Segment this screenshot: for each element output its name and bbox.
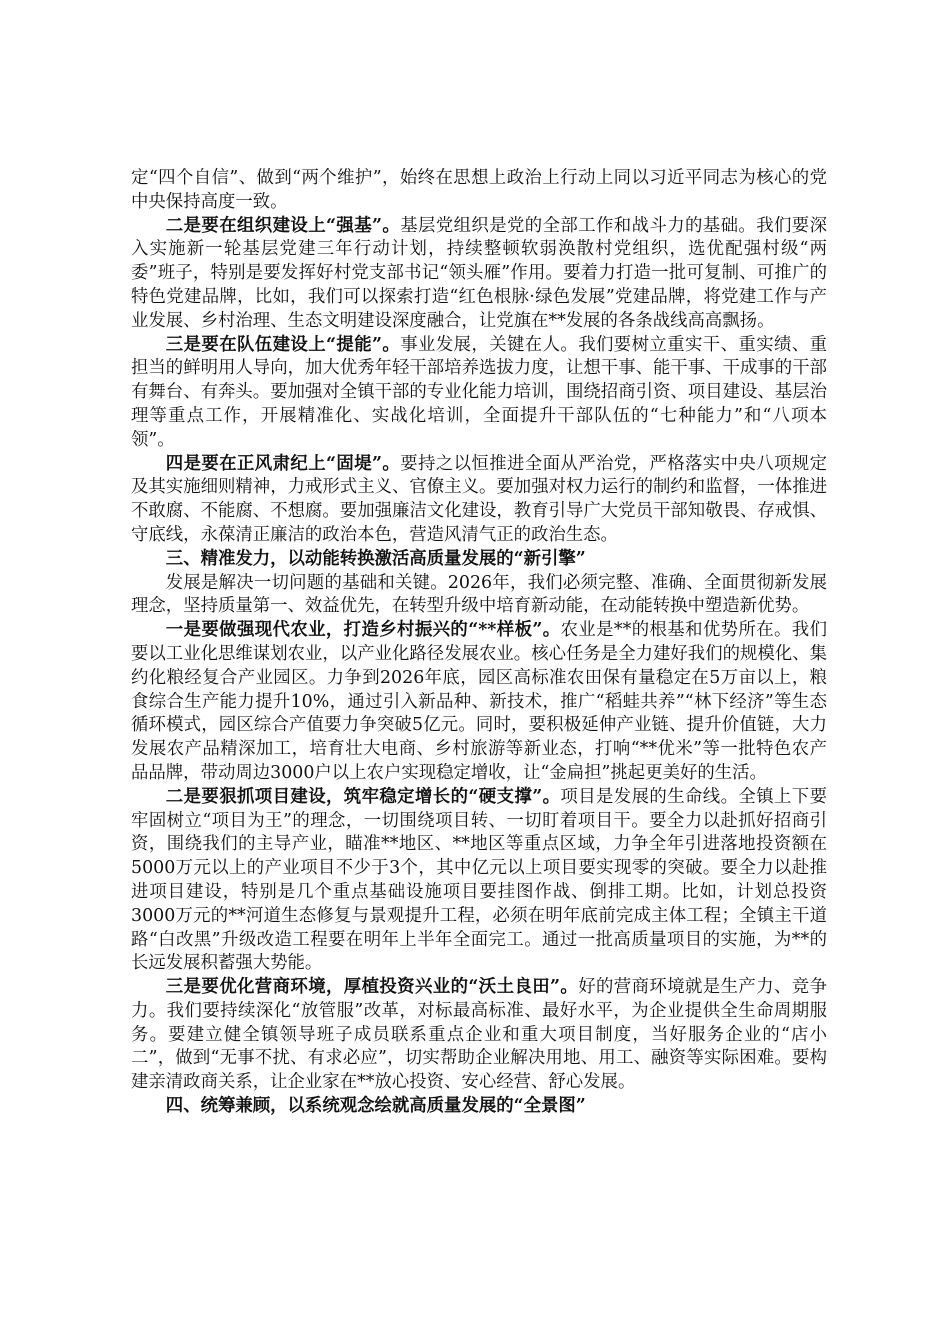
- paragraph-lead: 二是要在组织建设上“强基”。: [165, 215, 401, 236]
- paragraph-text: 要持之以恒推进全面从严治党，严格落实中央八项规定及其实施细则精神，力戒形式主义、官僚主义。要加强对权力运行的制约和监督，一体推进不敢腐、不能腐、不想腐。要加强廉洁文化建设，教育引导广大党员干部知敬畏、存戒惧、守底线，永葆清正廉洁的政治本色，营造风清气正的政治生态。: [131, 453, 827, 545]
- section-heading-3: 三、精准发力，以动能转换激活高质量发展的“新引擎”: [165, 548, 586, 569]
- paragraph-lead: 二是要狠抓项目建设，筑牢稳定增长的“硬支撑”。: [165, 786, 561, 807]
- paragraph-text: 项目是发展的生命线。全镇上下要牢固树立“项目为王”的理念，一切围绕项目转、一切盯着项目干。要全力以赴抓好招商引资，围绕我们的主导产业，瞄准**地区、**地区等重点区域，力争全年引进落地投资额在5000万元以上的产业项目不少于3个，其中亿元以上项目要实现零的突破。要全力以赴推进项目建设，特别是几个重点基础设施项目要挂图作战、倒排工期。比如，计划总投资3000万元的**河道生态修复与景观提升工程，必须在明年底前完成主体工程；全镇主干道路“白改黑”升级改造工程要在明年上半年全面完工。通过一批高质量项目的实施，为**的长远发展积蓄强大势能。: [131, 786, 827, 974]
- paragraph-discipline: [131, 453, 827, 548]
- paragraph-text: 基层党组织是党的全部工作和战斗力的基础。我们要深入实施新一轮基层党建三年行动计划，持续整顿软弱涣散村党组织，选优配强村级“两委”班子，特别是要发挥好村党支部书记“领头雁”作用。要着力打造一批可复制、可推广的特色党建品牌，比如，我们可以探索打造“红色根脉·绿色发展”党建品牌，将党建工作与产业发展、乡村治理、生态文明建设深度融合，让党旗在**发展的各条战线高高飘扬。: [131, 215, 827, 331]
- paragraph-continuation: [131, 167, 827, 215]
- paragraph-text: 好的营商环境就是生产力、竞争力。我们要持续深化“放管服”改革，对标最高标准、最好水平，为企业提供全生命周期服务。要建立健全镇领导班子成员联系重点企业和重大项目制度，当好服务企业的“店小二”，做到“无事不扰、有求必应”，切实帮助企业解决用地、用工、融资等实际困难。要构建亲清政商关系，让企业家在**放心投资、安心经营、舒心发展。: [131, 977, 827, 1093]
- paragraph-lead: 三是要优化营商环境，厚植投资兴业的“沃土良田”。: [165, 977, 579, 998]
- paragraph-intro: [131, 572, 827, 620]
- paragraph-team: [131, 334, 827, 453]
- paragraph-text: 农业是**的根基和优势所在。我们要以工业化思维谋划农业，以产业化路径发展农业。核心任务是全力建好我们的规模化、集约化粮经复合产业园区。力争到2026年底，园区高标准农田保有量稳定在5万亩以上，粮食综合生产能力提升10%，通过引入新品种、新技术，推广“稻蛙共养”“林下经济”等生态循环模式，园区综合产值要力争突破5亿元。同时，要积极延伸产业链、提升价值链，大力发展农产品精深加工，培育壮大电商、乡村旅游等新业态，打响“**优米”等一批特色农产品品牌，带动周边3000户以上农户实现稳定增收，让“金扁担”挑起更美好的生活。: [131, 620, 827, 783]
- paragraph-projects: [131, 786, 827, 976]
- paragraph-organization: [131, 215, 827, 334]
- document-body: [131, 167, 827, 1119]
- paragraph-text: 事业发展，关键在人。我们要树立重实干、重实绩、重担当的鲜明用人导向，加大优秀年轻干部培养选拔力度，让想干事、能干事、干成事的干部有舞台、有奔头。要加强对全镇干部的专业化能力培训，围绕招商引资、项目建设、基层治理等重点工作，开展精准化、实战化培训，全面提升干部队伍的“七种能力”和“八项本领”。: [131, 334, 827, 450]
- paragraph-lead: 一是要做强现代农业，打造乡村振兴的“**样板”。: [165, 620, 561, 641]
- paragraph-agriculture: [131, 619, 827, 786]
- paragraph-text: 定“四个自信”、做到“两个维护”，始终在思想上政治上行动上同以习近平同志为核心的党中央保持高度一致。: [131, 168, 827, 212]
- section-heading-4: 四、统筹兼顾，以系统观念绘就高质量发展的“全景图”: [165, 1096, 586, 1117]
- paragraph-lead: 三是要在队伍建设上“提能”。: [165, 334, 401, 355]
- paragraph-business-env: [131, 976, 827, 1095]
- paragraph-lead: 四是要在正风肃纪上“固堤”。: [165, 453, 401, 474]
- paragraph-text: 发展是解决一切问题的基础和关键。2026年，我们必须完整、准确、全面贯彻新发展理念，坚持质量第一、效益优先，在转型升级中培育新动能，在动能转换中塑造新优势。: [131, 572, 827, 617]
